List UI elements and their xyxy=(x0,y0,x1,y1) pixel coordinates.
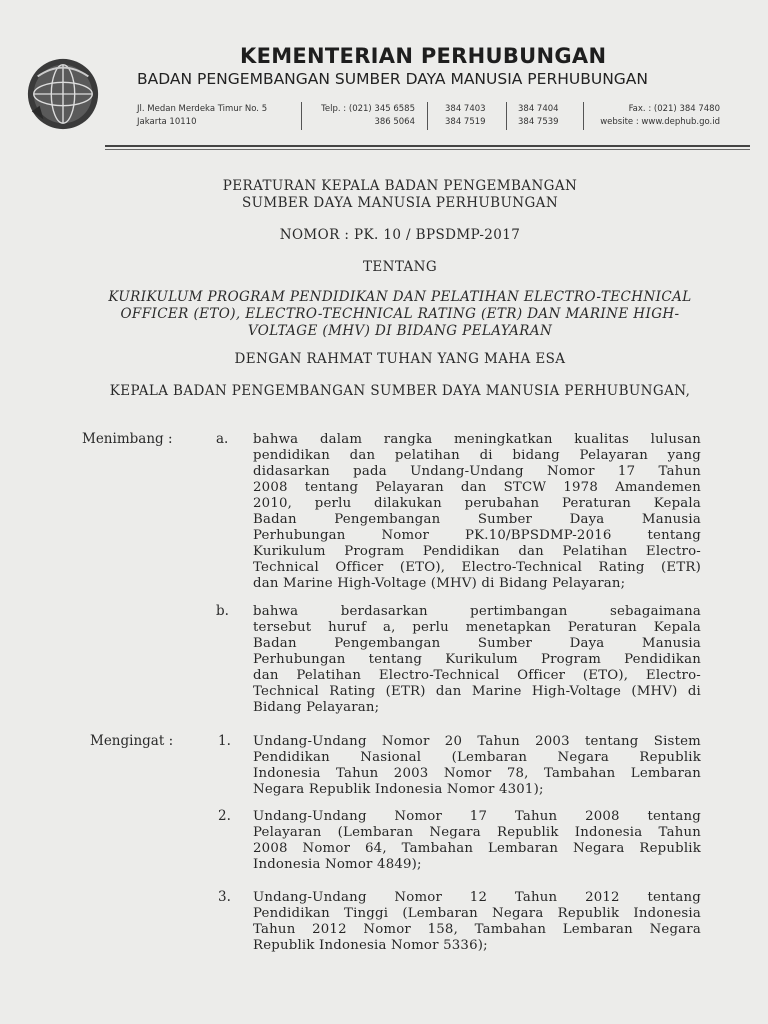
phone-number: 384 7404 xyxy=(518,104,559,114)
paragraph-line: tersebut huruf a, perlu menetapkan Peraturan Kepala xyxy=(253,620,701,635)
contact-divider xyxy=(427,102,428,130)
phone-block-3 xyxy=(518,103,559,129)
phone-number: 384 7539 xyxy=(518,117,559,127)
menimbang-label: Menimbang : xyxy=(82,431,173,447)
contact-divider xyxy=(583,102,584,130)
item-marker: 2. xyxy=(218,808,231,824)
about-label: TENTANG xyxy=(362,259,438,275)
menimbang-a xyxy=(253,432,701,592)
paragraph-line: pendidikan dan pelatihan di bidang Pelayaran yang xyxy=(253,448,701,463)
paragraph-line: Perhubungan Nomor PK.10/BPSDMP-2016 tentang xyxy=(253,528,701,543)
telp-block xyxy=(311,103,415,129)
paragraph-line: Technical Rating (ETR) dan Marine High-Voltage (MHV) di xyxy=(253,684,701,699)
paragraph-line: 2008 Nomor 64, Tambahan Lembaran Negara Republik xyxy=(253,841,701,856)
paragraph-line: dan Marine High-Voltage (MHV) di Bidang Pelayaran; xyxy=(253,576,626,591)
website: website : www.dephub.go.id xyxy=(600,117,720,127)
mengingat-item-1 xyxy=(253,734,701,798)
paragraph-line: Technical Officer (ETO), Electro-Technical Rating (ETR) xyxy=(253,560,701,575)
paragraph-line: Negara Republik Indonesia Nomor 4301); xyxy=(253,782,544,797)
paragraph-line: Pendidikan Nasional (Lembaran Negara Republik xyxy=(253,750,701,765)
telp-number: Telp. : (021) 345 6585 xyxy=(321,104,415,114)
letterhead-rule xyxy=(105,145,750,147)
mengingat-label: Mengingat : xyxy=(90,733,174,749)
address-line: Jl. Medan Merdeka Timur No. 5 xyxy=(137,104,268,114)
fax-number: Fax. : (021) 384 7480 xyxy=(628,104,720,114)
subject-title-line: OFFICER (ETO), ELECTRO-TECHNICAL RATING (ETR) DAN MARINE HIGH- xyxy=(120,306,680,322)
paragraph-line: Badan Pengembangan Sumber Daya Manusia xyxy=(253,512,701,527)
item-marker: 3. xyxy=(218,889,231,905)
telp-number-2: 386 5064 xyxy=(374,117,415,127)
paragraph-line: Undang-Undang Nomor 17 Tahun 2008 tentang xyxy=(253,809,701,824)
ministry-logo-emblem xyxy=(24,54,102,134)
issuer: KEPALA BADAN PENGEMBANGAN SUMBER DAYA MANUSIA PERHUBUNGAN, xyxy=(109,383,691,399)
phone-number: 384 7403 xyxy=(445,104,486,114)
fax-web-block xyxy=(590,103,720,129)
paragraph-line: didasarkan pada Undang-Undang Nomor 17 Tahun xyxy=(253,464,701,479)
subject-title xyxy=(40,289,760,340)
paragraph-line: Pelayaran (Lembaran Negara Republik Indonesia Tahun xyxy=(253,825,701,840)
paragraph-line: Perhubungan tentang Kurikulum Program Pendidikan xyxy=(253,652,701,667)
paragraph-line: Indonesia Tahun 2003 Nomor 78, Tambahan Lembaran xyxy=(253,766,701,781)
item-marker: 1. xyxy=(218,733,231,749)
address xyxy=(137,103,267,129)
item-marker: b. xyxy=(216,603,229,619)
paragraph-line: Tahun 2012 Nomor 158, Tambahan Lembaran Negara xyxy=(253,922,701,937)
paragraph-line: Badan Pengembangan Sumber Daya Manusia xyxy=(253,636,701,651)
mengingat-item-2 xyxy=(253,809,701,873)
paragraph-line: Kurikulum Program Pendidikan dan Pelatihan Electro- xyxy=(253,544,701,559)
regulation-number: NOMOR : PK. 10 / BPSDMP-2017 xyxy=(279,227,521,243)
address-city: Jakarta 10110 xyxy=(137,117,197,127)
item-marker: a. xyxy=(216,431,229,447)
paragraph-line: 2008 tentang Pelayaran dan STCW 1978 Amandemen xyxy=(253,480,701,495)
menimbang-b xyxy=(253,604,701,716)
paragraph-line: Undang-Undang Nomor 20 Tahun 2003 tentang Sistem xyxy=(253,734,701,749)
paragraph-line: Undang-Undang Nomor 12 Tahun 2012 tentang xyxy=(253,890,701,905)
paragraph-line: dan Pelatihan Electro-Technical Officer (ETO), Electro- xyxy=(253,668,701,683)
paragraph-line: Indonesia Nomor 4849); xyxy=(253,857,422,872)
regulation-title-line: SUMBER DAYA MANUSIA PERHUBUNGAN xyxy=(241,195,559,211)
paragraph-line: 2010, perlu dilakukan perubahan Peraturan Kepala xyxy=(253,496,701,511)
mengingat-item-3 xyxy=(253,890,701,954)
contact-divider xyxy=(301,102,302,130)
agency-name: BADAN PENGEMBANGAN SUMBER DAYA MANUSIA PERHUBUNGAN xyxy=(137,70,648,88)
phone-block-2 xyxy=(445,103,486,129)
paragraph-line: Republik Indonesia Nomor 5336); xyxy=(253,938,488,953)
paragraph-line: Pendidikan Tinggi (Lembaran Negara Republik Indonesia xyxy=(253,906,701,921)
contact-divider xyxy=(506,102,507,130)
paragraph-line: bahwa dalam rangka meningkatkan kualitas lulusan xyxy=(253,432,701,447)
paragraph-line: bahwa berdasarkan pertimbangan sebagaimana xyxy=(253,604,701,619)
letterhead-rule-thin xyxy=(105,149,750,150)
paragraph-line: Bidang Pelayaran; xyxy=(253,700,380,715)
phone-number: 384 7519 xyxy=(445,117,486,127)
regulation-title-line: PERATURAN KEPALA BADAN PENGEMBANGAN xyxy=(222,178,578,194)
subject-title-line: VOLTAGE (MHV) DI BIDANG PELAYARAN xyxy=(247,323,553,339)
ministry-name: KEMENTERIAN PERHUBUNGAN xyxy=(240,44,607,68)
regulation-title xyxy=(40,178,760,212)
subject-title-line: KURIKULUM PROGRAM PENDIDIKAN DAN PELATIHAN ELECTRO-TECHNICAL xyxy=(108,289,692,305)
blessing: DENGAN RAHMAT TUHAN YANG MAHA ESA xyxy=(234,351,566,367)
